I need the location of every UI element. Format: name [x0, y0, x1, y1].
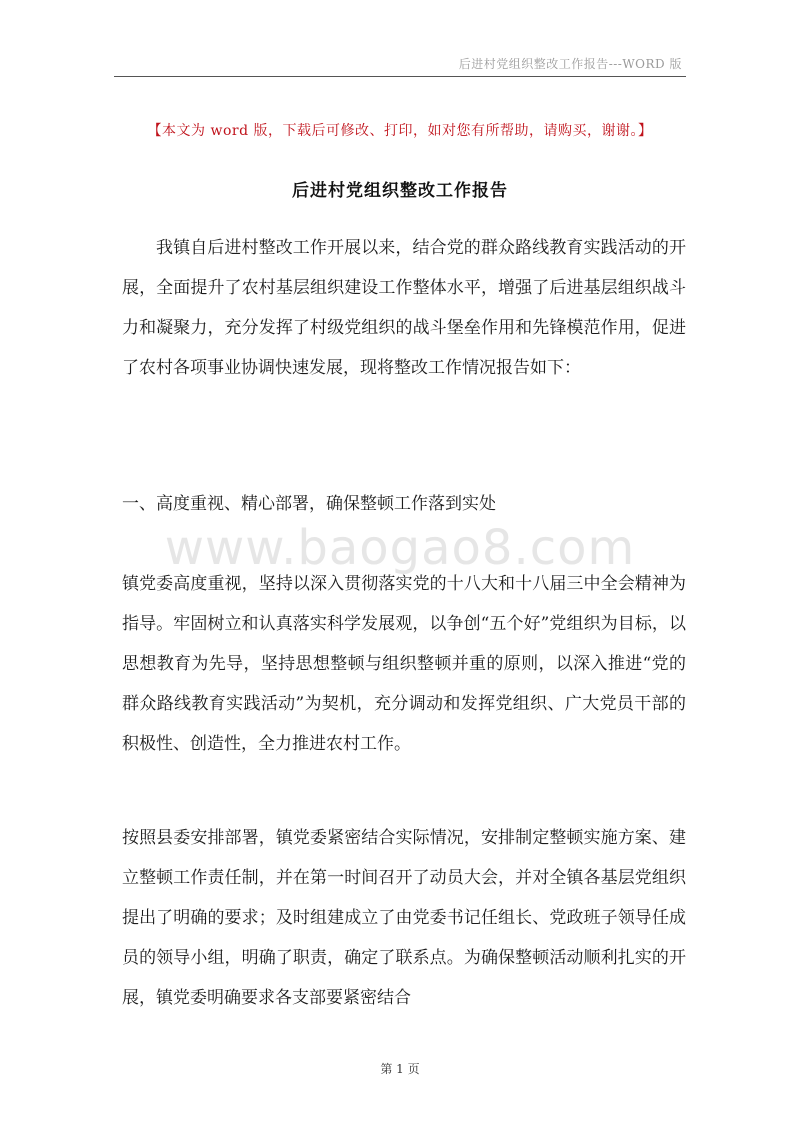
body-paragraph-2: 按照县委安排部署，镇党委紧密结合实际情况，安排制定整顿实施方案、建立整顿工作责任制，并在第一时间召开了动员大会，并对全镇各基层党组织提出了明确的要求；及时组建成立了由党委书记任组长、党政班子领导任成员的领导小组，明确了职责，确定了联系点。为确保整顿活动顺利扎实的开展，镇党委明确要求各支部要紧密结合	[122, 828, 686, 1008]
running-header-title: 后进村党组织整改工作报告---WORD 版	[458, 57, 682, 71]
download-notice: 【本文为 word 版，下载后可修改、打印，如对您有所帮助，请购买，谢谢。】	[147, 123, 653, 139]
page-number: 第 1 页	[380, 1062, 420, 1076]
site-watermark: www.baogao8.com	[164, 520, 636, 576]
document-title: 后进村党组织整改工作报告	[292, 181, 508, 201]
header-divider	[114, 76, 686, 77]
intro-paragraph: 我镇自后进村整改工作开展以来，结合党的群众路线教育实践活动的开展，全面提升了农村基层组织建设工作整体水平，增强了后进基层组织战斗力和凝聚力，充分发挥了村级党组织的战斗堡垒作用和先锋模范作用，促进了农村各项事业协调快速发展，现将整改工作情况报告如下：	[122, 238, 686, 378]
body-paragraph-1: 镇党委高度重视，坚持以深入贯彻落实党的十八大和十八届三中全会精神为指导。牢固树立和认真落实科学发展观，以争创“五个好”党组织为目标，以思想教育为先导，坚持思想整顿与组织整顿并重的原则，以深入推进“党的群众路线教育实践活动”为契机，充分调动和发挥党组织、广大党员干部的积极性、创造性，全力推进农村工作。	[122, 574, 686, 754]
section-heading-1: 一、高度重视、精心部署，确保整顿工作落到实处	[122, 494, 496, 514]
